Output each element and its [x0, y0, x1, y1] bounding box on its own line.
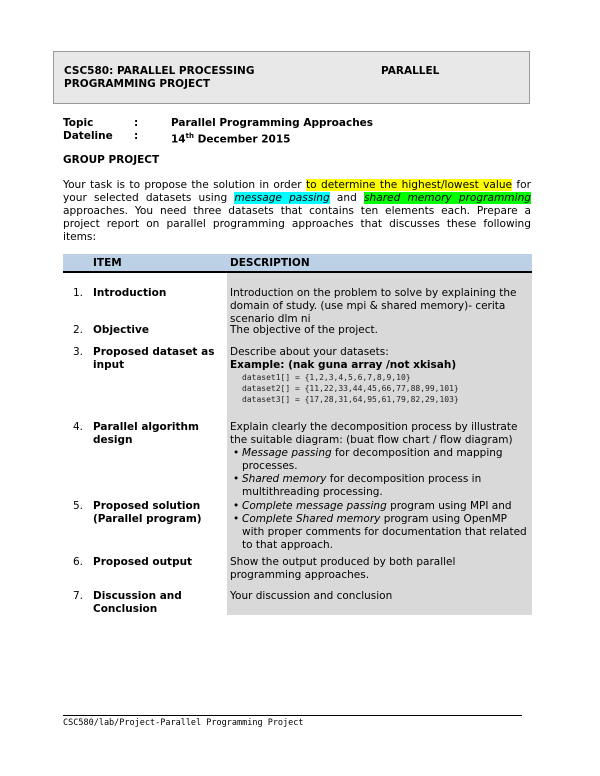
row-number: 4. [72, 421, 83, 433]
list-item: • Complete Shared memory program using OpenMP with proper comments for documentation that related to that approach. [233, 513, 527, 551]
dataset-intro: Describe about your datasets: [230, 346, 389, 358]
page-footer: CSC580/lab/Project-Parallel Programming Project [63, 718, 304, 728]
dataset-code-2: dataset2[] = {11,22,33,44,45,66,77,88,99,101} [242, 384, 459, 393]
row-item: Introduction [93, 287, 167, 299]
list-item: • Message passing for decomposition and mapping processes. [233, 447, 503, 472]
topic-colon: : [134, 117, 139, 129]
bullet-text: program using MPI and [386, 500, 512, 512]
row-description: Show the output produced by both parallel programming approaches. [230, 556, 456, 581]
bullet-emphasis: Message passing [242, 447, 332, 459]
row-number: 1. [72, 287, 83, 299]
list-item: • Complete message passing program using MPI and [233, 500, 512, 512]
table-header [63, 254, 532, 273]
row-description [230, 500, 530, 552]
algorithm-description: Explain clearly the decomposition process by illustrate the suitable diagram: (buat flow chart / flow diagram) [230, 421, 518, 446]
course-title: CSC580: PARALLEL PROCESSING [64, 65, 255, 77]
row-description: Introduction on the problem to solve by explaining the domain of study. (use mpi & shared memory)- cerita scenario dlm ni [230, 287, 517, 325]
dateline-label: Dateline [63, 130, 113, 142]
items-table [63, 254, 532, 615]
bullet-emphasis: Complete message passing [242, 500, 387, 512]
title-box [53, 51, 530, 104]
dateline-sup: th [185, 132, 194, 140]
dataset-example: Example: (nak guna array /not xkisah) [230, 359, 457, 371]
intro-text-3: and [329, 192, 364, 204]
topic-value: Parallel Programming Approaches [171, 117, 374, 129]
dateline-colon: : [134, 130, 139, 142]
row-item: Proposed dataset as input [93, 346, 215, 371]
row-item: Proposed solution (Parallel program) [93, 500, 202, 525]
dataset-code-1: dataset1[] = {1,2,3,4,5,6,7,8,9,10} [242, 373, 411, 382]
intro-paragraph [63, 179, 531, 244]
dateline-value [171, 130, 290, 147]
row-description [230, 346, 530, 405]
row-number: 7. [72, 590, 83, 602]
group-project-heading: GROUP PROJECT [63, 154, 160, 166]
intro-highlight-yellow: to determine the highest/lowest value [306, 179, 513, 191]
solution-bullets [230, 500, 530, 552]
dataset-code-3: dataset3[] = {17,28,31,64,95,61,79,82,29,103} [242, 395, 459, 404]
header-description: DESCRIPTION [230, 257, 310, 269]
course-title-line2: PROGRAMMING PROJECT [64, 78, 211, 90]
bullet-emphasis: Shared memory [242, 473, 327, 485]
intro-text-1: Your task is to propose the solution in order [63, 179, 306, 191]
dateline-rest: December 2015 [193, 133, 291, 146]
bullet-emphasis: Complete Shared memory [242, 513, 381, 525]
intro-text-2: for your selected datasets using [63, 179, 531, 204]
bullet-text: for decomposition process in multithreading processing. [242, 473, 482, 498]
row-number: 2. [72, 324, 83, 336]
intro-highlight-green: shared memory programming [363, 192, 532, 204]
row-item: Objective [93, 324, 149, 336]
row-number: 5. [72, 500, 83, 512]
row-number: 6. [72, 556, 83, 568]
bullet-text: program using OpenMP with proper comments for documentation that related to that approach. [242, 513, 527, 551]
row-description: The objective of the project. [230, 324, 378, 336]
course-title-parallel: PARALLEL [381, 65, 440, 77]
row-item: Parallel algorithm design [93, 421, 199, 446]
dateline-day: 14 [171, 133, 186, 146]
intro-text-4: approaches. You need three datasets that contains ten elements each. Prepare a project report on parallel programming approaches that discusses these following items: [63, 205, 531, 243]
list-item: • Shared memory for decomposition process in multithreading processing. [233, 473, 482, 498]
footer-divider [63, 715, 522, 716]
row-description [230, 421, 530, 499]
row-description: Your discussion and conclusion [230, 590, 393, 602]
intro-highlight-cyan: message passing [234, 192, 330, 204]
bullet-text: for decomposition and mapping processes. [242, 447, 503, 472]
algorithm-bullets [230, 447, 530, 499]
header-item: ITEM [93, 257, 122, 269]
row-number: 3. [72, 346, 83, 358]
row-item: Proposed output [93, 556, 193, 568]
topic-label: Topic [63, 117, 94, 129]
row-item: Discussion and Conclusion [93, 590, 182, 615]
